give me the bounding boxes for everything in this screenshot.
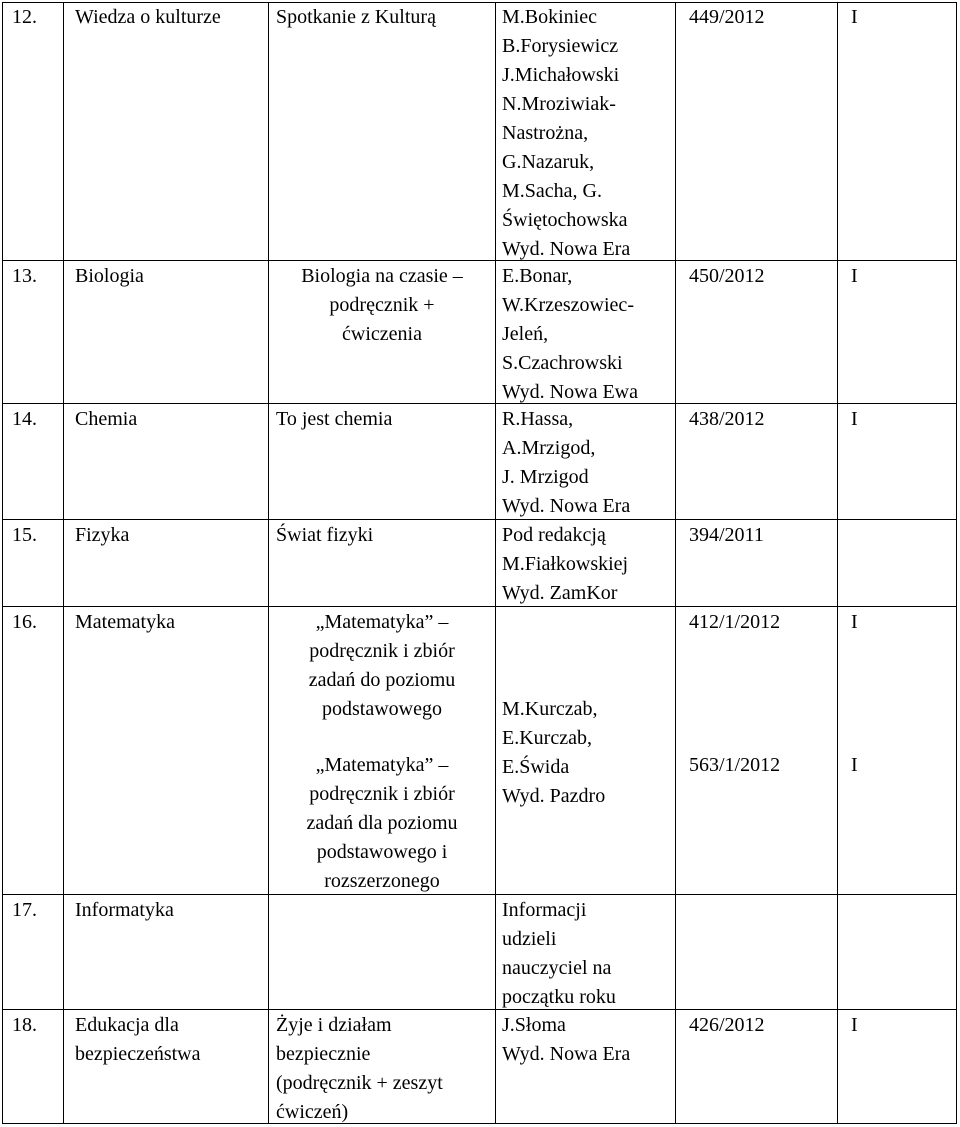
level-cell: I <box>851 754 858 776</box>
subject-cell: Fizyka <box>75 524 130 546</box>
row-number: 16. <box>12 611 37 633</box>
level-cell: I <box>851 611 858 633</box>
table-frame <box>2 2 957 1124</box>
row-divider <box>2 260 957 261</box>
level-cell: I <box>851 1014 858 1036</box>
authors-cell: R.Hassa, A.Mrzigod, J. Mrzigod Wyd. Nowa Era <box>502 408 631 517</box>
approval-number-cell: 438/2012 <box>689 408 765 430</box>
column-divider <box>63 2 64 1124</box>
row-number: 14. <box>12 408 37 430</box>
approval-number-cell: 563/1/2012 <box>689 754 781 776</box>
title-cell-basic: „Matematyka” – podręcznik i zbiór zadań do poziomu podstawowego <box>308 611 456 720</box>
row-number: 18. <box>12 1014 37 1036</box>
row-number: 13. <box>12 265 37 287</box>
level-cell: I <box>851 265 858 287</box>
authors-cell: M.Bokiniec B.Forysiewicz J.Michałowski N.Mroziwiak- Nastrożna, G.Nazaruk, M.Sacha, G. Świętochowska Wyd. Nowa Era <box>502 6 631 260</box>
authors-cell: M.Kurczab, E.Kurczab, E.Świda Wyd. Pazdro <box>502 698 606 807</box>
title-cell-extended: „Matematyka” – podręcznik i zbiór zadań dla poziomu podstawowego i rozszerzonego <box>306 754 458 892</box>
title-cell: To jest chemia <box>276 408 393 430</box>
subject-cell: Informatyka <box>75 899 174 921</box>
row-divider <box>2 606 957 607</box>
authors-cell: Pod redakcją M.Fiałkowskiej Wyd. ZamKor <box>502 524 629 604</box>
row-number: 15. <box>12 524 37 546</box>
authors-cell: E.Bonar, W.Krzeszowiec- Jeleń, S.Czachrowski Wyd. Nowa Ewa <box>502 265 638 403</box>
approval-number-cell: 394/2011 <box>689 524 764 546</box>
subject-cell: Wiedza o kulturze <box>75 6 221 28</box>
row-divider <box>2 519 957 520</box>
row-divider <box>2 403 957 404</box>
row-number: 17. <box>12 899 37 921</box>
approval-number-cell: 449/2012 <box>689 6 765 28</box>
level-cell: I <box>851 6 858 28</box>
row-divider <box>2 1009 957 1010</box>
subject-cell: Biologia <box>75 265 144 287</box>
title-cell: Spotkanie z Kulturą <box>276 6 436 28</box>
subject-cell: Chemia <box>75 408 138 430</box>
column-divider <box>495 2 496 1124</box>
subject-cell: Edukacja dla bezpieczeństwa <box>75 1014 201 1065</box>
title-cell: Żyje i działam bezpiecznie (podręcznik + zeszyt ćwiczeń) <box>276 1014 443 1123</box>
column-divider <box>837 2 838 1124</box>
title-cell: Świat fizyki <box>276 524 374 546</box>
level-cell: I <box>851 408 858 430</box>
authors-cell: Informacji udzieli nauczyciel na początku roku <box>502 899 616 1008</box>
column-divider <box>675 2 676 1124</box>
authors-cell: J.Słoma Wyd. Nowa Era <box>502 1014 631 1065</box>
title-cell: Biologia na czasie – podręcznik + ćwiczenia <box>301 265 463 345</box>
row-number: 12. <box>12 6 37 28</box>
approval-number-cell: 412/1/2012 <box>689 611 781 633</box>
subject-cell: Matematyka <box>75 611 175 633</box>
approval-number-cell: 450/2012 <box>689 265 765 287</box>
column-divider <box>268 2 269 1124</box>
approval-number-cell: 426/2012 <box>689 1014 765 1036</box>
